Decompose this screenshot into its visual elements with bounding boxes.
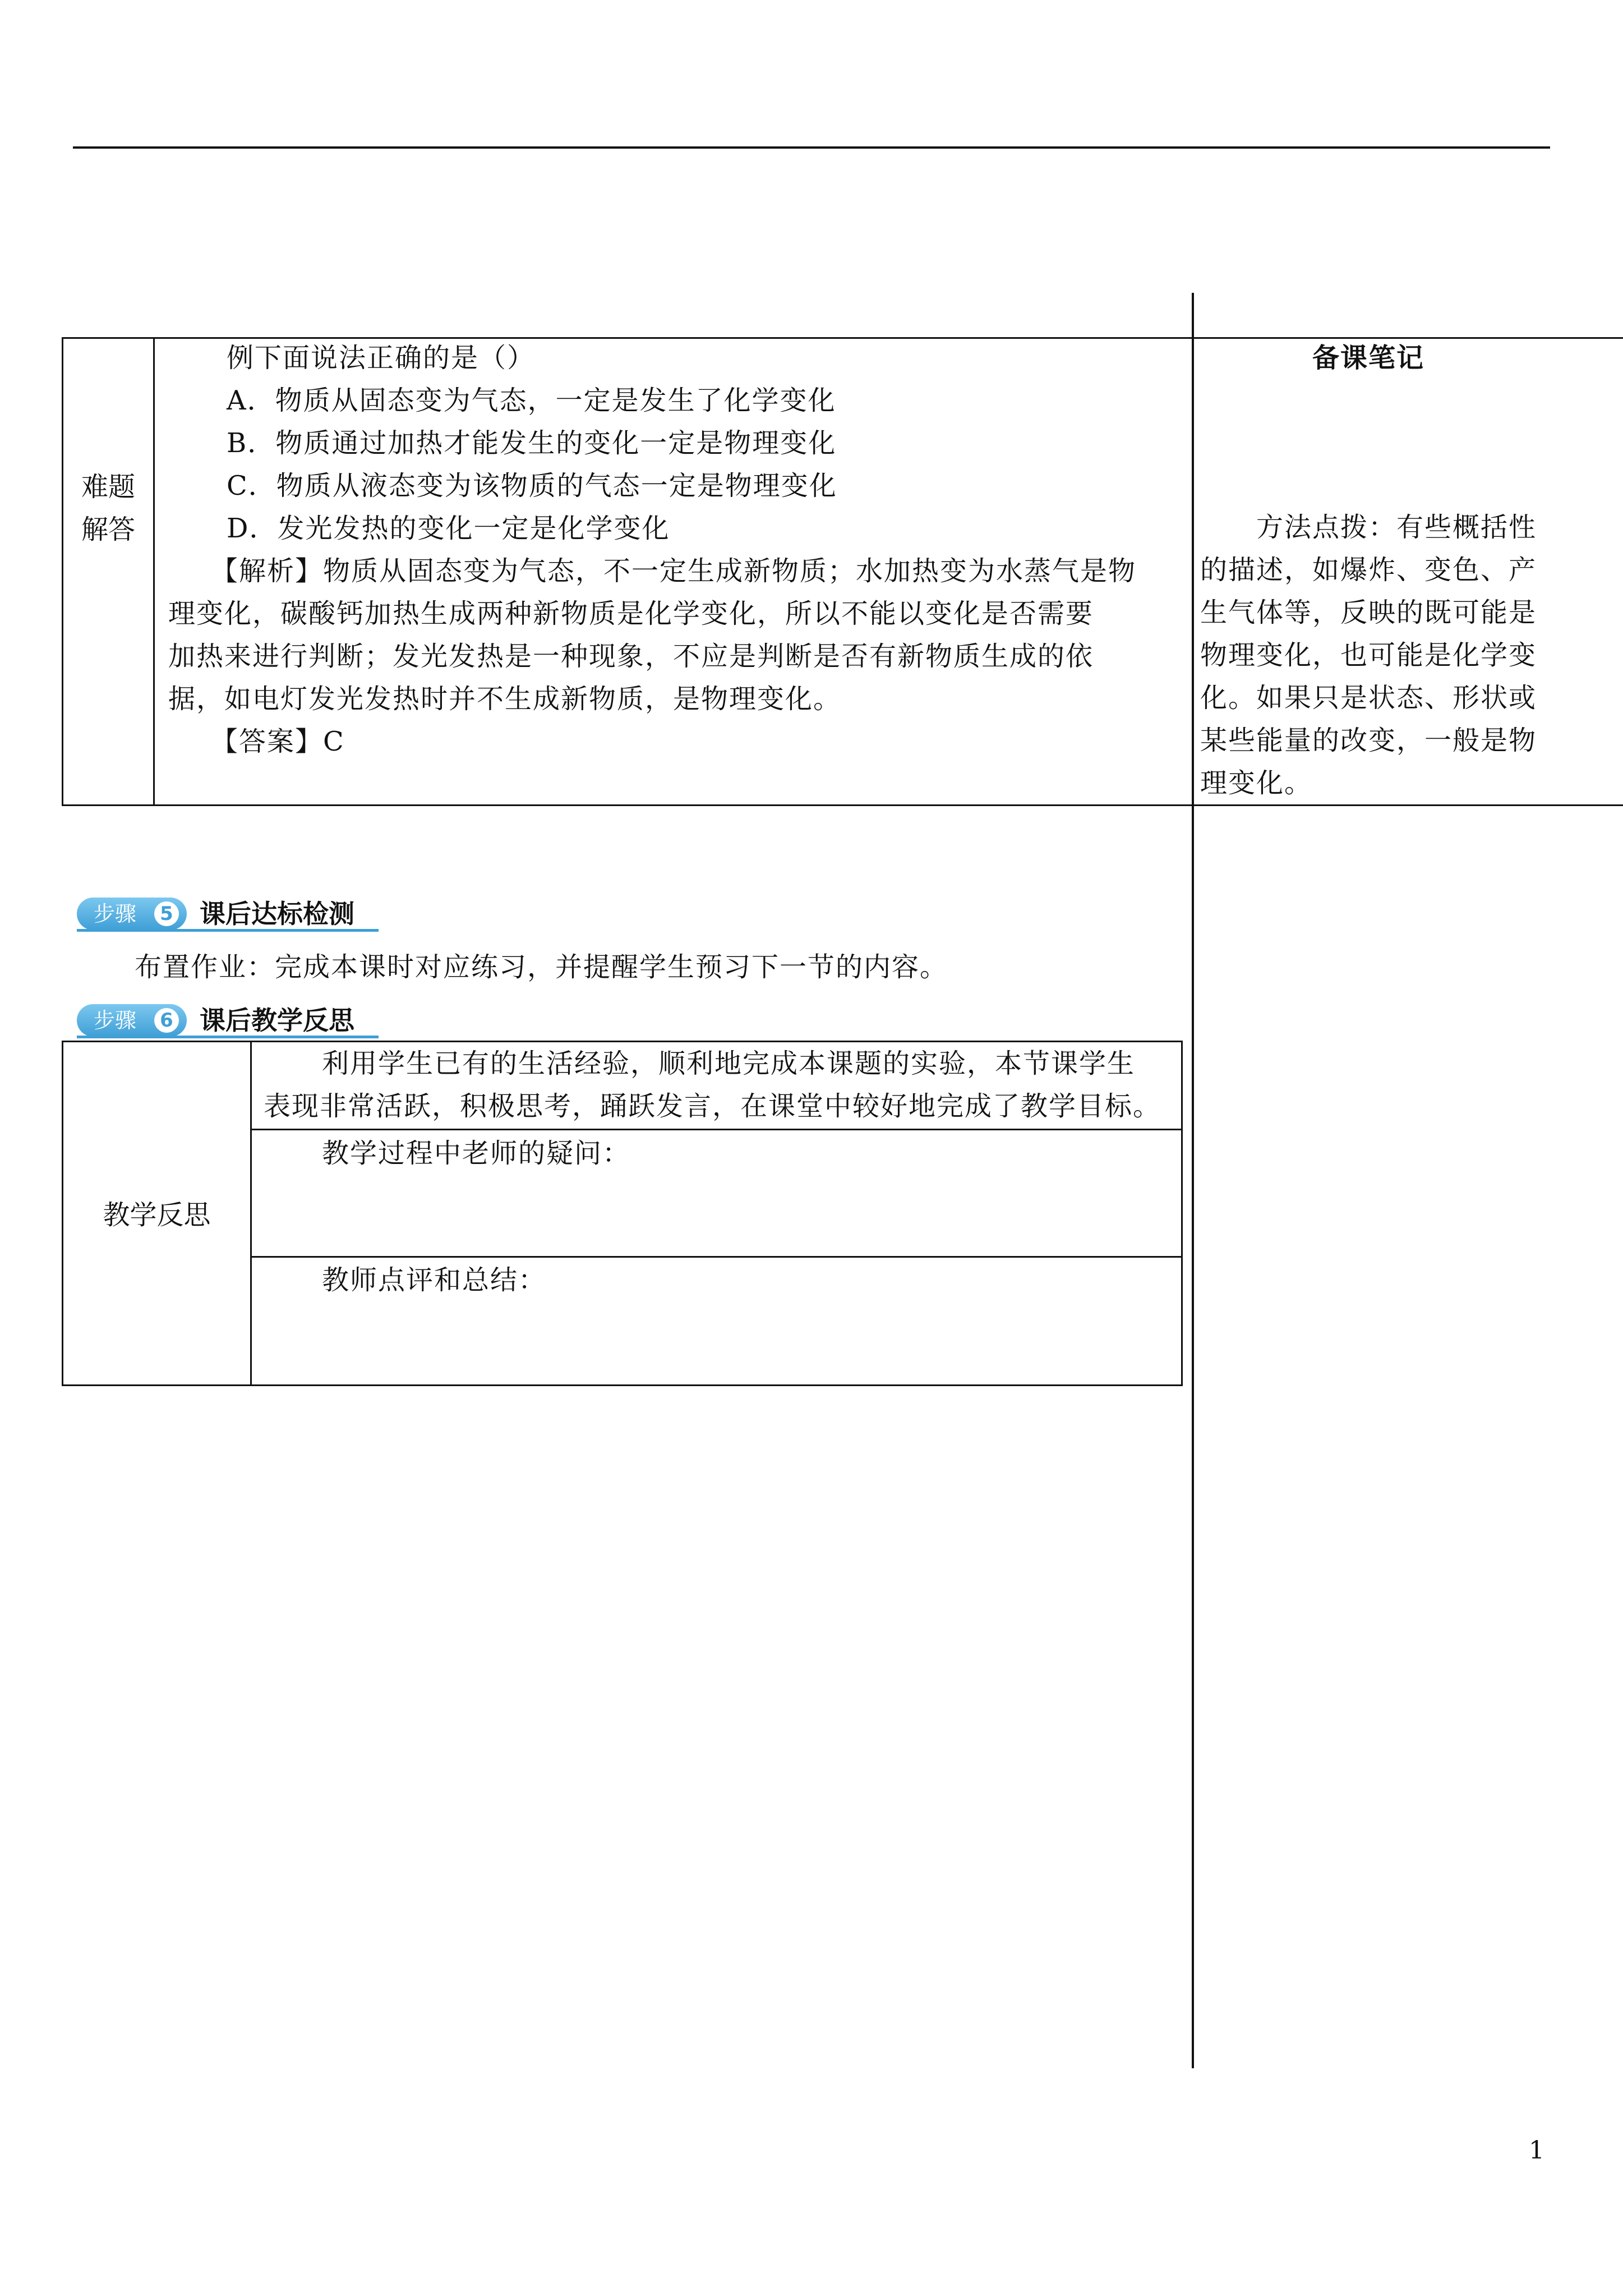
reflection-row2: 教学过程中老师的疑问： [322, 1138, 631, 1169]
header-rule [73, 146, 1550, 149]
step6-number-icon: 6 [154, 1008, 179, 1033]
option-a: A．物质从固态变为气态，一定是发生了化学变化 [227, 385, 836, 416]
step5-text: 布置作业：完成本课时对应练习，并提醒学生预习下一节的内容。 [135, 951, 948, 983]
option-c: C．物质从液态变为该物质的气态一定是物理变化 [227, 470, 837, 501]
option-d: D．发光发热的变化一定是化学变化 [227, 513, 670, 544]
step5-underline [77, 929, 379, 932]
analysis-line: 理变化，碳酸钙加热生成两种新物质是化学变化，所以不能以变化是否需要 [168, 598, 1094, 629]
notes-line: 生气体等，反映的既可能是 [1200, 597, 1537, 628]
analysis-line: 【解析】物质从固态变为气态，不一定生成新物质；水加热变为水蒸气是物 [211, 555, 1137, 587]
difficulty-label-line: 解答 [81, 514, 135, 545]
notes-column-divider [1192, 293, 1194, 2068]
notes-line: 的描述，如爆炸、变色、产 [1200, 554, 1537, 586]
step6-title: 课后教学反思 [200, 1005, 354, 1036]
notes-line: 理变化。 [1200, 767, 1313, 799]
step5-badge [77, 898, 187, 930]
step6-badge [77, 1004, 187, 1037]
option-b: B．物质通过加热才能发生的变化一定是物理变化 [227, 427, 837, 459]
reflection-row3: 教师点评和总结： [322, 1264, 547, 1296]
notes-line: 物理变化，也可能是化学变 [1200, 639, 1537, 671]
answer-text: 【答案】C [211, 726, 345, 757]
step5-title: 课后达标检测 [200, 899, 354, 929]
analysis-line: 据，如电灯发光发热时并不生成新物质，是物理变化。 [168, 683, 842, 715]
reflection-label: 教学反思 [103, 1199, 211, 1231]
reflection-row1-line: 表现非常活跃，积极思考，踊跃发言，在课堂中较好地完成了教学目标。 [264, 1091, 1161, 1122]
step6-badge-label: 步骤 [94, 1008, 137, 1033]
page-number: 1 [1529, 2136, 1544, 2165]
step5-badge-label: 步骤 [94, 901, 137, 926]
notes-line: 化。如果只是状态、形状或 [1200, 682, 1537, 714]
step5-number-icon: 5 [154, 901, 179, 926]
question-text: 例下面说法正确的是（） [227, 342, 536, 374]
notes-title: 备课笔记 [1312, 342, 1425, 374]
reflection-row1-line: 利用学生已有的生活经验，顺利地完成本课题的实验，本节课学生 [322, 1048, 1136, 1079]
difficulty-label [63, 466, 153, 551]
difficulty-label-line: 难题 [81, 471, 135, 503]
notes-line: 某些能量的改变，一般是物 [1200, 725, 1537, 756]
notes-line: 方法点拨：有些概括性 [1256, 512, 1537, 543]
step6-underline [77, 1036, 379, 1038]
analysis-line: 加热来进行判断；发光发热是一种现象，不应是判断是否有新物质生成的依 [168, 641, 1094, 672]
